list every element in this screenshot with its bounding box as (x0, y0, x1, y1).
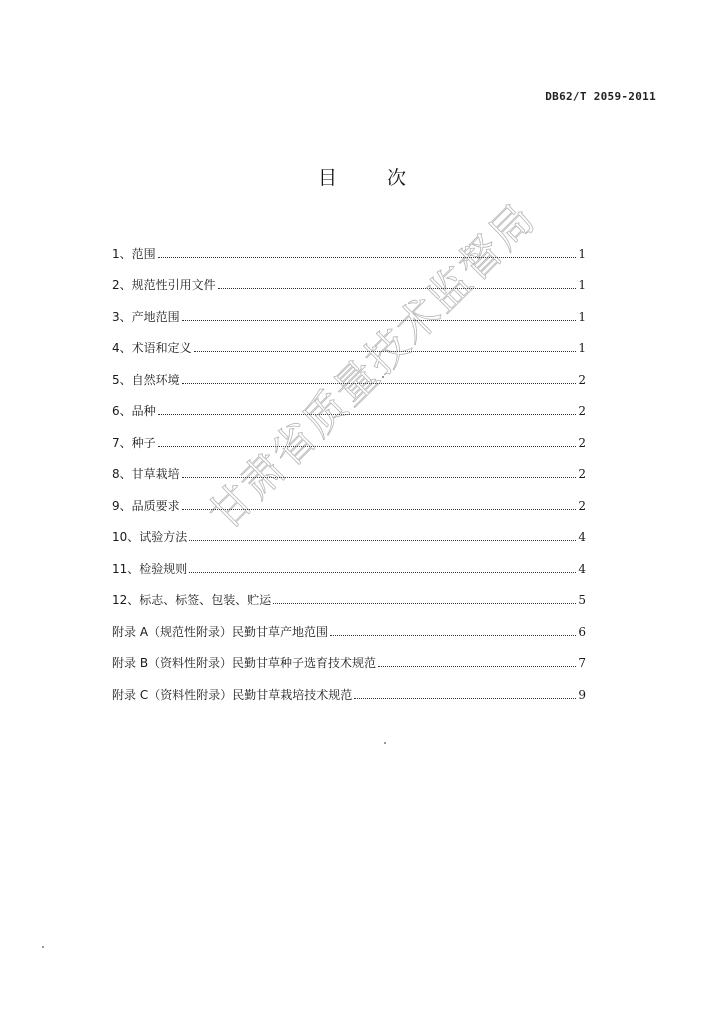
toc-list (112, 230, 586, 703)
toc-dot-leader (182, 383, 576, 384)
toc-entry-page: 6 (578, 624, 586, 639)
toc-entry-page: 2 (578, 372, 586, 387)
scan-speck (382, 376, 384, 378)
toc-entry-page: 1 (578, 246, 586, 261)
toc-dot-leader (182, 477, 576, 478)
toc-entry[interactable] (112, 293, 586, 325)
toc-entry-page: 2 (578, 467, 586, 481)
toc-entry-page: 5 (578, 593, 586, 607)
toc-dot-leader (378, 666, 576, 667)
toc-entry-label: 10、试验方法 (112, 530, 188, 544)
toc-dot-leader (182, 320, 576, 321)
toc-entry-label: 11、检验规则 (112, 561, 188, 576)
toc-dot-leader (158, 257, 576, 258)
toc-entry-label: 6、品种 (112, 404, 156, 418)
document-code: DB62/T 2059-2011 (545, 90, 656, 103)
toc-entry-label: 附录 A（规范性附录）民勤甘草产地范围 (112, 624, 329, 639)
scan-speck (384, 742, 386, 744)
toc-entry[interactable] (112, 482, 586, 514)
toc-entry[interactable] (112, 262, 586, 294)
toc-entry-page: 2 (578, 498, 586, 513)
toc-entry[interactable] (112, 356, 586, 388)
toc-title: 目 次 (317, 167, 429, 189)
toc-entry[interactable] (112, 640, 586, 672)
toc-entry[interactable] (112, 671, 586, 703)
toc-dot-leader (330, 635, 576, 636)
toc-entry-label: 附录 B（资料性附录）民勤甘草种子选育技术规范 (112, 656, 377, 670)
toc-entry[interactable] (112, 325, 586, 357)
toc-dot-leader (273, 603, 576, 604)
toc-entry-label: 2、规范性引用文件 (112, 278, 216, 292)
scan-speck (42, 946, 44, 948)
toc-dot-leader (194, 351, 576, 352)
toc-entry-page: 4 (578, 530, 586, 544)
toc-entry[interactable] (112, 545, 586, 577)
toc-dot-leader (354, 698, 576, 699)
toc-entry[interactable] (112, 608, 586, 640)
toc-entry[interactable] (112, 451, 586, 483)
toc-dot-leader (158, 414, 576, 415)
toc-entry-label: 9、品质要求 (112, 498, 180, 513)
watermark-stamp: 甘肃省质量技术监督局 (199, 193, 546, 540)
toc-entry-label: 7、种子 (112, 435, 156, 450)
toc-dot-leader (189, 572, 576, 573)
toc-entry-page: 1 (578, 341, 586, 355)
toc-entry-page: 1 (578, 309, 586, 324)
toc-entry-label: 8、甘草栽培 (112, 467, 180, 481)
toc-entry-page: 4 (578, 561, 586, 576)
toc-entry[interactable] (112, 419, 586, 451)
toc-entry-page: 1 (578, 278, 586, 292)
toc-entry-page: 7 (578, 656, 586, 670)
toc-entry-page: 9 (578, 687, 586, 702)
toc-entry-page: 2 (578, 404, 586, 418)
toc-entry-page: 2 (578, 435, 586, 450)
toc-dot-leader (182, 509, 576, 510)
toc-entry-label: 附录 C（资料性附录）民勤甘草栽培技术规范 (112, 687, 353, 702)
toc-entry-label: 4、术语和定义 (112, 341, 192, 355)
toc-entry-label: 5、自然环境 (112, 372, 180, 387)
toc-entry[interactable] (112, 514, 586, 546)
toc-dot-leader (218, 288, 576, 289)
toc-entry-label: 3、产地范围 (112, 309, 180, 324)
toc-dot-leader (158, 446, 576, 447)
toc-entry-label: 1、范围 (112, 246, 156, 261)
toc-entry[interactable] (112, 577, 586, 609)
toc-entry[interactable] (112, 230, 586, 262)
toc-dot-leader (189, 540, 576, 541)
toc-entry[interactable] (112, 388, 586, 420)
toc-entry-label: 12、标志、标签、包装、贮运 (112, 593, 272, 607)
